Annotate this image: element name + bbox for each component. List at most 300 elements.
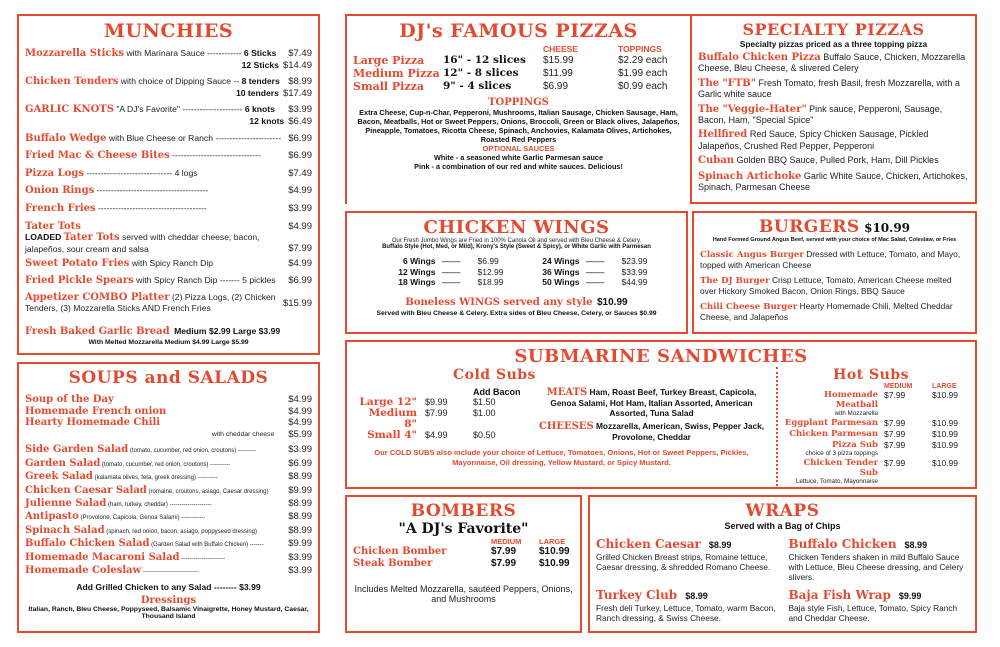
cold-sub-row xyxy=(353,408,533,430)
cheeses-list: CHEESES Mozzarella, American, Swiss, Pepper Jack, Provolone, Cheddar xyxy=(538,421,765,442)
item-desc: ------------------------------- xyxy=(169,150,261,161)
hot-sub-row xyxy=(784,390,969,417)
item-name-line xyxy=(25,538,284,551)
item-name: Homemade Coleslaw xyxy=(25,565,142,577)
item-price: $8.99 xyxy=(288,76,312,88)
pizza-size-name: Medium Pizza xyxy=(353,67,440,80)
item-desc: Hearty Homemade Chili, Melted Cheddar Cheese, and Jalapeños xyxy=(700,301,953,322)
item-price: $9.99 xyxy=(898,591,922,602)
item-name: Hearty Homemade Chili xyxy=(25,417,161,429)
item-desc: (ham, turkey, cheddar) --------------------- xyxy=(106,502,212,508)
wings-price: $33.99 xyxy=(621,266,648,277)
item-name-line xyxy=(25,48,284,60)
item-name: Chicken Caesar xyxy=(596,537,701,551)
wrap-item xyxy=(596,535,777,582)
item-qty: 12 knots xyxy=(249,115,285,126)
item-desc: Dressed with Lettuce, Tomato, and Mayo, topped with American Cheese xyxy=(700,249,961,270)
menu-item xyxy=(25,538,312,551)
menu-item xyxy=(25,406,312,418)
item-name: Chicken Bomber xyxy=(353,546,447,557)
item-name: Homemade Meatball xyxy=(824,390,878,410)
pizzas-section xyxy=(345,14,690,204)
wings-price: $12.99 xyxy=(477,266,504,277)
burgers-price: $10.99 xyxy=(864,221,911,235)
pizza-cheese-price: $11.99 xyxy=(543,68,573,79)
wings-price: $44.99 xyxy=(621,277,648,287)
bomber-row xyxy=(353,546,574,558)
item-name: Cuban xyxy=(698,155,734,167)
menu-item xyxy=(25,76,312,99)
cold-sub-row xyxy=(353,430,533,441)
wrap-heading xyxy=(789,535,970,553)
subs-title: SUBMARINE SANDWICHES xyxy=(514,346,808,367)
item-name-line xyxy=(25,203,284,215)
item-name-line xyxy=(25,471,284,484)
item-name-line xyxy=(25,485,284,498)
wings-qty: 36 Wings xyxy=(542,266,580,277)
specialty-item xyxy=(698,155,969,166)
burger-item xyxy=(700,301,969,322)
item-desc: with choice of Dipping Sauce -- xyxy=(118,76,242,87)
wrap-item xyxy=(596,586,777,624)
menu-item xyxy=(25,511,312,524)
item-name: Onion Rings xyxy=(25,185,95,197)
item-desc: Chicken Tenders shaken in mild Buffalo Sauce with Lettuce, Bleu Cheese dressing, and Celery slivers. xyxy=(788,552,964,582)
item-desc: with Marinara Sauce ------------ xyxy=(124,48,244,58)
item-name: Chicken Caesar Salad xyxy=(25,484,147,496)
cold-sub-price: $7.99 xyxy=(425,408,448,418)
item-desc: (kalamata olives, feta, greek dressing) ---------- xyxy=(92,475,218,482)
wraps-title: WRAPS xyxy=(745,501,820,521)
meats-list: MEATS Ham, Roast Beef, Turkey Breast, Capicola, Genoa Salami, Hot Ham, Italian Assorted, American Assorted, Tuna Salad xyxy=(546,387,757,418)
item-price: $4.99 xyxy=(288,394,312,405)
item-name: Soup of the Day xyxy=(25,394,114,405)
item-price: $9.99 xyxy=(288,484,312,496)
item-desc: Fresh deli Turkey, Lettuce, Tomato, warm Bacon, Ranch dressing, & Swiss Cheese. xyxy=(596,603,776,624)
menu-item xyxy=(25,417,312,429)
hot-sub-large: $10.99 xyxy=(932,418,958,428)
item-name: GARLIC KNOTS xyxy=(25,104,114,116)
menu-item xyxy=(25,498,312,511)
wings-price: $18.99 xyxy=(477,277,504,287)
bomber-medium: $7.99 xyxy=(491,546,517,557)
item-price: $4.99 xyxy=(288,185,312,197)
item-name: Pizza Sub xyxy=(831,440,878,450)
item-price: $8.99 xyxy=(708,540,732,550)
burger-item xyxy=(700,249,969,270)
item-desc: (Provolone, Capicola, Genoa Salami) ------------ xyxy=(78,515,206,522)
cold-sub-price: $4.99 xyxy=(425,430,448,440)
item-note: choice of 3 pizza toppings xyxy=(805,450,878,457)
item-name: Chicken Parmesan xyxy=(789,429,878,439)
burgers-title: BURGERS xyxy=(758,217,860,237)
pizza-size-slices: 16" - 12 slices xyxy=(443,54,526,66)
toppings-title: TOPPINGS xyxy=(488,97,549,108)
item-desc: (Garden Salad with Buffalo Chicken) ------- xyxy=(149,542,264,549)
item-qty: 6 knots xyxy=(244,104,275,115)
item-price: $8.99 xyxy=(288,471,312,483)
bomber-large: $10.99 xyxy=(539,546,570,557)
item-name: French Fries xyxy=(25,202,96,214)
hot-sub-large: $10.99 xyxy=(932,458,958,468)
wings-row xyxy=(530,267,648,278)
item-price: $3.99 xyxy=(288,444,312,456)
item-name: Homemade French onion xyxy=(25,405,167,417)
optional-sauces-title: OPTIONAL SAUCES xyxy=(482,144,555,153)
item-qty: 12 Sticks xyxy=(241,59,279,70)
wings-dash: ---------- xyxy=(585,277,604,287)
hot-sub-medium: $7.99 xyxy=(884,418,906,428)
wrap-item xyxy=(789,535,970,582)
wings-dash: ---------- xyxy=(585,256,604,266)
bomber-row xyxy=(353,558,574,570)
wings-row xyxy=(530,277,648,288)
wings-qty: 24 Wings xyxy=(542,256,580,266)
item-name: Spinach Artichoke xyxy=(698,170,802,182)
menu-item xyxy=(25,133,312,145)
item-price: $6.49 xyxy=(288,115,312,127)
subs-section xyxy=(345,340,977,489)
item-price: $3.99 xyxy=(288,202,312,214)
cold-sub-size: Large 12" xyxy=(359,396,417,408)
wraps-subtitle: Served with a Bag of Chips xyxy=(724,521,841,531)
bomber-large: $10.99 xyxy=(539,558,570,569)
item-name: The "FTB" xyxy=(698,77,756,89)
item-name: Julienne Salad xyxy=(25,498,107,509)
item-name: Baja Fish Wrap xyxy=(788,588,891,603)
menu-item-row xyxy=(25,60,312,72)
item-price: $3.99 xyxy=(288,565,312,577)
item-desc: with Blue Cheese or Ranch ----------------------- xyxy=(106,132,282,143)
menu-item-row xyxy=(25,76,312,88)
bombers-note: Includes Melted Mozzarella, sautéed Peppers, Onions, and Mushrooms xyxy=(354,584,573,604)
item-name: Classic Angus Burger xyxy=(700,250,804,260)
item-desc: (spinach, red onion, bacon, asiago, poppyseed dressing) xyxy=(104,528,258,535)
bacon-price: $0.50 xyxy=(473,430,496,440)
bombers-title: BOMBERS xyxy=(410,501,517,521)
item-name: Buffalo Chicken xyxy=(788,537,897,551)
hot-sub-large: $10.99 xyxy=(932,390,958,400)
wings-section xyxy=(345,211,688,334)
item-desc: Red Sauce, Spicy Chicken Sausage, Pickled Jalapeños, Crushed Red Pepper, Pepperoni xyxy=(698,129,929,151)
item-name: Buffalo Chicken Pizza xyxy=(698,52,821,63)
item-name-line xyxy=(25,458,284,471)
item-desc: ---------------------- xyxy=(179,555,226,562)
hot-sub-name-block xyxy=(784,390,884,417)
wings-row xyxy=(386,277,504,288)
dressings-list: Italian, Ranch, Bleu Cheese, Poppyseed, Balsamic Vinaigrette, Honey Mustard, Caesar, Thousand Island xyxy=(28,606,309,621)
item-price: $8.99 xyxy=(288,498,312,509)
item-price: $8.99 xyxy=(288,524,312,536)
specialty-subtitle: Specialty pizzas priced as a three topping pizza xyxy=(739,39,928,49)
item-name: Fried Mac & Cheese Bites xyxy=(25,150,170,162)
hot-sub-medium: $7.99 xyxy=(884,440,906,450)
menu-item xyxy=(25,104,312,127)
wrap-heading xyxy=(789,586,970,604)
toppings-list: Extra Cheese, Cup-n-Char, Pepperoni, Mushrooms, Italian Sausage, Chicken Sausage, Ham, Bacon, Meatballs, Hot or Sweet Peppers, Onions, Broccoli, Green or Black olives, Jalapeños, Pineapple, Tomatoes, Ricotta Cheese, Spinach, Anchovies, Kalamata Olives, Artichokes, Roasted Red Peppers xyxy=(357,108,680,144)
menu-item xyxy=(25,168,312,180)
boneless-wings: Boneless WINGS served any style xyxy=(405,296,593,308)
item-name-line xyxy=(25,133,284,145)
item-desc: Golden BBQ Sauce, Pulled Pork, Ham, Dill Pickles xyxy=(733,155,939,166)
item-name: Greek Salad xyxy=(25,471,93,483)
item-desc: --------------------------------------- xyxy=(94,185,209,196)
item-desc: Garlic White Sauce, Chicken, Artichokes, Spinach, Parmesan Cheese xyxy=(698,170,968,193)
bombers-section xyxy=(345,495,582,633)
specialty-item xyxy=(698,104,969,126)
item-name-line xyxy=(25,185,284,197)
item-price: $8.99 xyxy=(685,591,708,602)
sauce-white: White - a seasoned white Garlic Parmesan sauce xyxy=(433,153,604,162)
wings-dash: ---------- xyxy=(585,266,604,277)
wings-dash: ---------- xyxy=(441,266,460,277)
soups-title: SOUPS and SALADS xyxy=(68,368,269,388)
item-name-line xyxy=(25,565,284,578)
pizza-size-row xyxy=(353,80,684,93)
cold-sub-size: Small 4" xyxy=(367,429,417,441)
item-price: $6.99 xyxy=(288,132,312,144)
menu-item xyxy=(25,525,312,538)
menu-item xyxy=(25,48,312,71)
menu-item: Tater Tots $4.99 xyxy=(25,220,312,232)
col-medium: MEDIUM xyxy=(884,383,913,390)
wings-title: CHICKEN WINGS xyxy=(423,217,610,238)
wings-dash: ---------- xyxy=(441,256,460,266)
wings-qty: 6 Wings xyxy=(402,256,436,266)
pizza-size-name: Large Pizza xyxy=(353,54,425,67)
menu-item-row xyxy=(25,48,312,60)
wings-row xyxy=(386,267,504,278)
garlic-bread-mozzarella: With Melted Mozzarella Medium $4.99 Large $5.99 xyxy=(88,338,249,346)
menu-item xyxy=(25,552,312,565)
item-price: $8.99 xyxy=(904,540,928,550)
dressings-title: Dressings xyxy=(140,595,197,607)
item-name: Pizza Logs xyxy=(25,167,84,179)
item-name: Spinach Salad xyxy=(25,524,105,536)
item-name: Eggplant Parmesan xyxy=(784,418,878,428)
burgers-section xyxy=(692,211,977,334)
menu-item xyxy=(25,444,312,457)
item-desc: Grilled Chicken Breast strips, Romaine lettuce, Caesar dressing, & shredded Romano Cheese. xyxy=(596,552,771,572)
wings-qty: 12 Wings xyxy=(398,266,436,277)
pizza-size-row xyxy=(353,54,684,67)
munchies-title: MUNCHIES xyxy=(103,20,234,42)
item-desc: (romaine, croutons, asiago, Caesar dressing) xyxy=(146,488,269,495)
wings-qty: 18 Wings xyxy=(398,277,436,287)
menu-item xyxy=(25,458,312,471)
item-name: The "Veggie-Hater" xyxy=(698,103,807,115)
pizza-cheese-price: $15.99 xyxy=(543,55,574,66)
item-name: Turkey Club xyxy=(596,588,678,603)
item-desc: Buffalo Sauce, Chicken, Mozzarella Cheese, Bleu Cheese, & slivered Celery xyxy=(698,52,966,74)
item-price: $3.99 xyxy=(288,104,312,116)
item-desc: -------------------------------------- xyxy=(95,202,207,213)
add-bacon-label: Add Bacon xyxy=(473,387,521,397)
item-name-line xyxy=(25,511,284,524)
item-price: $4.99 xyxy=(288,417,312,429)
menu-item: LOADED Tater Tots served with cheddar cheese, bacon, jalapeños, sour cream and salsa $7.99 xyxy=(25,232,312,255)
item-note: Lettuce, Tomato, Mayonnaise xyxy=(795,478,878,485)
cold-subs-title: Cold Subs xyxy=(453,367,536,383)
specialty-item xyxy=(698,52,969,74)
item-name: Buffalo Chicken Salad xyxy=(25,538,150,550)
hot-sub-medium: $7.99 xyxy=(884,458,906,468)
specialty-section xyxy=(690,14,977,204)
bombers-subtitle: "A DJ's Favorite" xyxy=(398,521,529,537)
sauce-pink: Pink - a combination of our red and white sauces. Delicious! xyxy=(414,162,623,171)
item-name: Chili Cheese Burger xyxy=(700,302,798,312)
pizza-size-slices: 12" - 8 slices xyxy=(443,67,519,79)
wings-dash: ---------- xyxy=(441,277,460,287)
bomber-medium: $7.99 xyxy=(491,558,517,569)
wings-price: $23.99 xyxy=(621,256,648,266)
pizza-topping-price: $1.99 each xyxy=(618,68,668,79)
item-note: with Mozzarella xyxy=(834,410,878,417)
item-desc: Fresh Tomato, fresh Basil, fresh Mozzarella, with a Garlic white sauce xyxy=(698,77,960,100)
bacon-price: $1.00 xyxy=(473,408,496,418)
bacon-price: $1.50 xyxy=(473,397,496,407)
hot-sub-large: $10.99 xyxy=(932,440,958,450)
menu-item xyxy=(25,565,312,578)
col-medium: MEDIUM xyxy=(491,537,522,546)
menu-item xyxy=(25,150,312,162)
col-large: LARGE xyxy=(539,537,566,546)
menu-item-row xyxy=(25,116,312,128)
hot-sub-name-block xyxy=(784,458,884,485)
hot-sub-row xyxy=(784,418,969,428)
item-price: $6.99 xyxy=(288,457,312,469)
menu-item: Appetizer COMBO Platter (2) Pizza Logs, (2) Chicken Tenders, (3) Mozzarella Sticks AND French Fries $15.99 xyxy=(25,291,312,314)
wrap-heading xyxy=(596,535,777,553)
item-name-line xyxy=(25,76,284,88)
item-name: Garden Salad xyxy=(25,457,101,469)
col-cheese: CHEESE xyxy=(543,44,578,54)
item-name: Chicken Tenders xyxy=(25,76,119,88)
item-desc: (tomato, cucumber, red onion, croutons) --------- xyxy=(128,448,256,455)
wings-styles: Buffalo Style (Hot, Med, or Mild), Krony's Style (Sweet & Spicy), or White Garlic with Parmesan xyxy=(382,244,651,250)
menu-item-row xyxy=(25,88,312,100)
item-desc: Baja style Fish, Lettuce, Tomato, Spicy Ranch and Cheddar Cheese. xyxy=(788,603,958,624)
hot-sub-name-block xyxy=(784,429,884,439)
item-price: $4.99 xyxy=(288,405,312,417)
item-name: Side Garden Salad xyxy=(25,444,129,456)
item-name: Hellfired xyxy=(698,129,748,141)
item-name-line xyxy=(25,552,284,565)
hot-sub-medium: $7.99 xyxy=(884,390,906,400)
col-large: LARGE xyxy=(932,383,957,390)
item-qty: 10 tenders xyxy=(235,87,279,98)
item-desc: ------------------------------ 4 logs xyxy=(83,167,198,178)
burger-item xyxy=(700,275,969,296)
menu-item xyxy=(25,394,312,406)
item-price: $6.99 xyxy=(288,150,312,162)
item-qty: 6 Sticks xyxy=(243,48,277,58)
grilled-chicken-addon: Add Grilled Chicken to any Salad -------- $3.99 xyxy=(76,582,261,593)
boneless-price: $10.99 xyxy=(596,296,628,308)
cold-sub-price: $9.99 xyxy=(425,397,448,407)
menu-item-row xyxy=(25,104,312,116)
cold-sub-size: Medium 8" xyxy=(368,407,417,430)
specialty-item xyxy=(698,129,969,151)
specialty-item xyxy=(698,171,969,193)
burgers-subtitle: Hand Formed Ground Angus Beef, served with your choice of Mac Salad, Coleslaw, or Fries xyxy=(712,237,957,243)
item-desc: Pink sauce, Pepperoni, Sausage, Bacon, Ham, "Special Spice" xyxy=(698,103,943,126)
item-price: $7.49 xyxy=(288,48,312,59)
garlic-bread: Fresh Baked Garlic Bread Medium $2.99 Large $3.99 xyxy=(25,325,281,337)
wraps-section xyxy=(588,495,977,633)
soups-section xyxy=(17,362,320,633)
item-name: Buffalo Wedge xyxy=(25,132,107,144)
menu-item xyxy=(25,203,312,215)
col-toppings: TOPPINGS xyxy=(618,44,662,54)
item-name-line xyxy=(25,525,284,538)
munchies-section xyxy=(17,14,320,355)
wings-intro: Our Fresh Jumbo Wings are Fried in 100% Canola Oil and served with Bleu Cheese & Celery. xyxy=(391,238,642,244)
menu-item xyxy=(25,185,312,197)
hot-sub-name-block xyxy=(784,440,884,457)
item-price: $8.99 xyxy=(288,511,312,523)
menu-item: Sweet Potato Fries with Spicy Ranch Dip $4.99 xyxy=(25,258,312,270)
specialty-item xyxy=(698,78,969,100)
wings-qty: 50 Wings xyxy=(542,277,580,287)
item-price: $17.49 xyxy=(282,87,312,99)
menu-item xyxy=(25,485,312,498)
item-name-line xyxy=(25,498,284,511)
cold-subs-note: Our COLD SUBS also include your choice of Lettuce, Tomatoes, Onions, Hot or Sweet Peppers, Pickles, Mayonnaise, Oil dressing, Yellow Mustard, or Spicy Mustard. xyxy=(374,448,749,467)
menu-item: Fried Pickle Spears with Spicy Ranch Dip ------- 5 pickles $6.99 xyxy=(25,274,312,286)
item-name: Chicken Tender Sub xyxy=(803,458,878,478)
pizza-size-name: Small Pizza xyxy=(353,80,424,93)
pizza-size-slices: 9" - 4 slices xyxy=(443,80,512,92)
item-name: Antipasto xyxy=(25,511,79,523)
wrap-item xyxy=(789,586,970,624)
item-price: $9.99 xyxy=(288,538,312,550)
wrap-heading xyxy=(596,586,777,604)
item-desc: "A DJ's Favorite" --------------------- xyxy=(113,104,245,115)
item-desc: ---------------------------- xyxy=(141,569,199,576)
item-price: $7.49 xyxy=(288,167,312,179)
chili-cheese-option: with cheddar cheese $5.99 xyxy=(211,428,312,440)
hot-sub-row xyxy=(784,440,969,457)
item-name-line xyxy=(25,150,284,162)
item-name: Mozzarella Sticks xyxy=(25,48,125,59)
item-name-line xyxy=(25,444,284,457)
hot-sub-row xyxy=(784,429,969,439)
pizza-topping-price: $2.29 each xyxy=(618,55,668,66)
hot-sub-row xyxy=(784,458,969,485)
item-name-line xyxy=(25,104,284,116)
menu-item xyxy=(25,471,312,484)
item-desc: Crisp Lettuce, Tomato, American Cheese melted over Hickory Smoked Bacon, Onion Rings, BBQ Sauce xyxy=(700,275,952,296)
wings-note: Served with Bleu Cheese & Celery. Extra sides of Bleu Cheese, Celery, or Sauces $0.99 xyxy=(376,309,657,317)
wings-row xyxy=(530,256,648,267)
item-name: The DJ Burger xyxy=(700,276,770,286)
item-price: $14.49 xyxy=(282,59,312,71)
specialty-title: SPECIALTY PIZZAS xyxy=(742,20,925,39)
wings-price: $6.99 xyxy=(477,256,499,266)
pizzas-title: DJ's FAMOUS PIZZAS xyxy=(399,20,638,42)
item-name: Homemade Macaroni Salad xyxy=(25,551,180,563)
hot-sub-medium: $7.99 xyxy=(884,429,906,439)
pizza-topping-price: $0.99 each xyxy=(618,81,668,92)
pizza-cheese-price: $6.99 xyxy=(543,81,569,92)
wings-row xyxy=(386,256,504,267)
item-price: $3.99 xyxy=(288,551,312,563)
item-qty: 8 tenders xyxy=(241,76,280,87)
pizza-size-row xyxy=(353,67,684,80)
hot-subs-title: Hot Subs xyxy=(833,367,909,383)
hot-sub-name-block xyxy=(784,418,884,428)
